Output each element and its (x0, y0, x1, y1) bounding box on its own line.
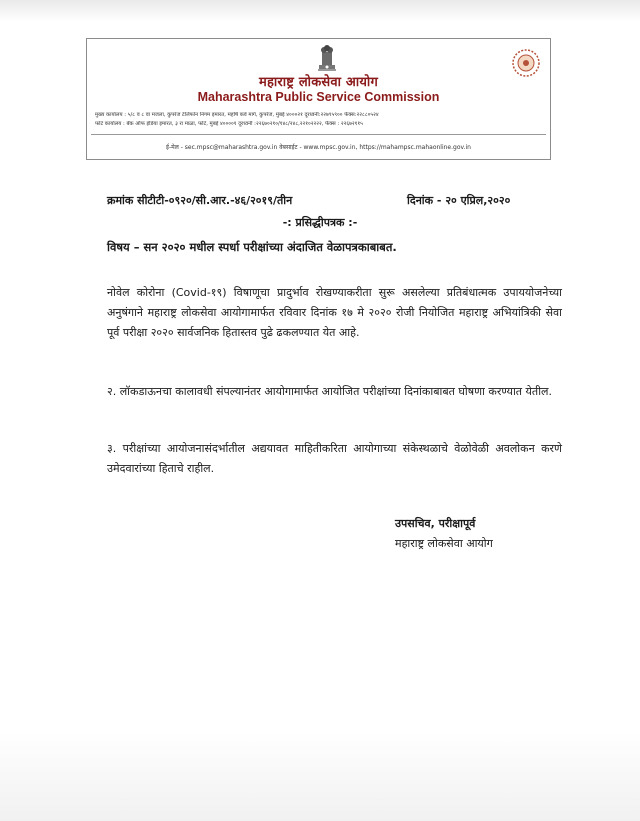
press-release-heading: -: प्रसिद्धीपत्रक :- (282, 216, 358, 229)
fort-office-address: फोर्ट कार्यालय : बँक ऑफ इंडिया इमारत, ३ रा माळा, फोर्ट, मुंबई ४००००१ दूरध्वनी :२२६७०२१०/१४८/२४८,२२१०२२२२, फॅक्स : २२६७२११५ (95, 121, 363, 127)
paragraph-3: ३. परीक्षांच्या आयोजनासंदर्भातील अद्ययावत माहितीकरिता आयोगाच्या संकेस्थळाचे वेळोवेळी अवलोकन करणे उमेदवारांच्या हिताचे राहील. (107, 442, 562, 475)
commission-name-english: Maharashtra Public Service Commission (197, 90, 440, 104)
letter-date: दिनांक - २० एप्रिल,२०२० (407, 194, 511, 207)
letterhead-divider (91, 134, 546, 135)
signature-block (395, 514, 493, 554)
signatory-role: उपसचिव, परीक्षापूर्व (395, 517, 476, 530)
paragraph-1: नोवेल कोरोना (Covid-१९) विषाणूचा प्रादुर्भाव रोखण्याकरीता सुरू असलेल्या प्रतिबंधात्मक उपाययोजनेच्या अनुषंगाने महाराष्ट्र लोकसेवा आयोगामार्फत रविवार दिनांक १७ मे २०२० रोजी नियोजित महाराष्ट्र अभियांत्रिकी सेवा पूर्व परीक्षा २०२० सार्वजनिक हितास्तव पुढे ढकलण्यात येत आहे. (107, 286, 562, 339)
signatory-organisation: महाराष्ट्र लोकसेवा आयोग (395, 537, 493, 550)
subject-line: विषय – सन २०२० मधील स्पर्धा परीक्षांच्या अंदाजित वेळापत्रकाबाबत. (107, 240, 397, 254)
page-top-shadow (0, 0, 640, 22)
page-bottom-shadow (0, 731, 640, 821)
national-emblem-icon (315, 43, 339, 73)
main-office-address: मुख्य कार्यालय : ५/८ व ८ वा मजला, कुपरेज टेलिफोन निगम इमारत, महर्षि कर्वे मार्ग, कुपरेज, मुंबई ४०००२१ दूरध्वनी:२२७९५९०० फॅक्स:२२८८०५२४ (95, 112, 379, 118)
contact-line: ई-मेल - sec.mpsc@maharashtra.gov.in वेबसाईट - www.mpsc.gov.in, https://mahampsc.mahaonline.gov.in (166, 144, 471, 151)
reference-number: क्रमांक सीटीटी-०९२०/सी.आर.-४६/२०१९/तीन (107, 194, 293, 207)
paragraph-2: २. लॉकडाऊनचा कालावधी संपल्यानंतर आयोगामार्फत आयोजित परीक्षांच्या दिनांकाबाबत घोषणा करण्यात येतील. (107, 385, 553, 398)
commission-name-marathi: महाराष्ट्र लोकसेवा आयोग (258, 75, 379, 90)
letterhead (86, 38, 551, 160)
